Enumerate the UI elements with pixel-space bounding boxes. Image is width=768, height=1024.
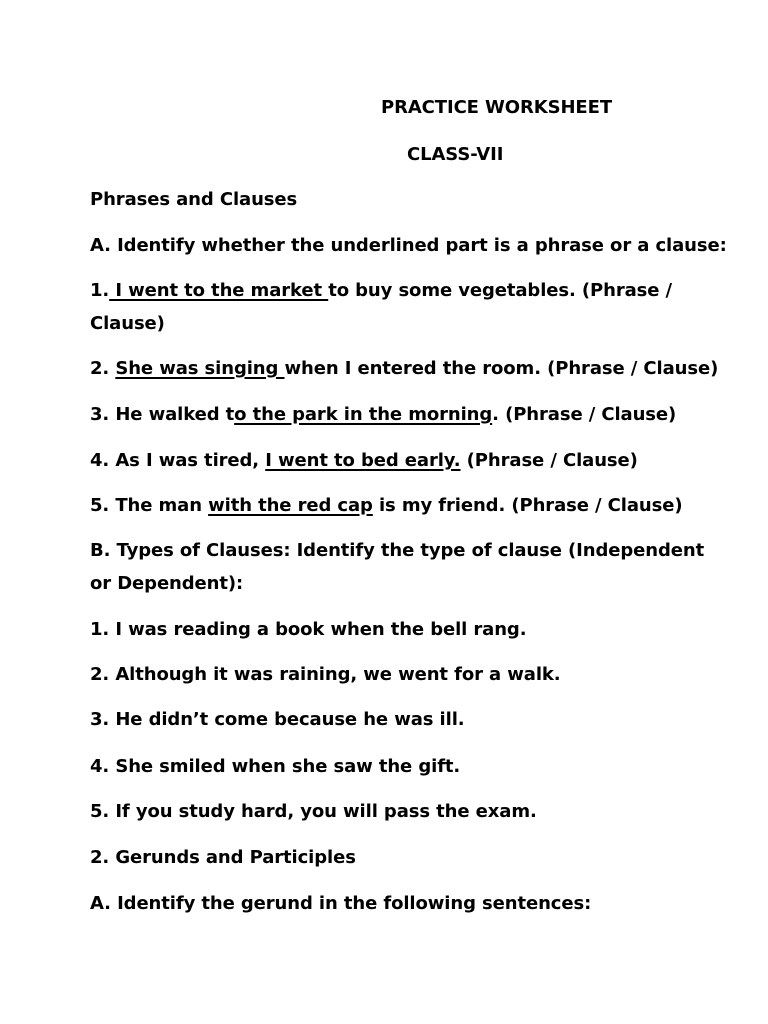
section-heading: 2. Gerunds and Participles: [90, 847, 356, 868]
question-text: . (Phrase / Clause): [492, 404, 677, 425]
question-text: when I entered the room. (Phrase / Clause): [284, 358, 719, 379]
clause-item: 3. He didn’t come because he was ill.: [90, 709, 465, 730]
question-text: 5. The man: [90, 495, 209, 516]
clause-item: 1. I was reading a book when the bell rang.: [90, 619, 527, 640]
underlined-text: with the red cap: [208, 495, 373, 516]
page-subtitle: CLASS-VII: [407, 144, 504, 165]
question-text-continued: Clause): [90, 313, 165, 334]
page-title: PRACTICE WORKSHEET: [381, 97, 613, 118]
question-text: 3. He walked t: [90, 404, 235, 425]
instruction-b: B. Types of Clauses: Identify the type of clause (Independent: [90, 540, 705, 561]
clause-item: 5. If you study hard, you will pass the exam.: [90, 801, 537, 822]
underlined-text: I went to bed early.: [265, 450, 461, 471]
clause-item: 2. Although it was raining, we went for a walk.: [90, 664, 561, 685]
question-item: [90, 490, 682, 522]
underlined-text: I went to the market: [109, 280, 329, 301]
section-heading: Phrases and Clauses: [90, 189, 298, 210]
question-text: to buy some vegetables. (Phrase /: [328, 280, 673, 301]
question-item: [90, 445, 638, 477]
question-text: 4. As I was tired,: [90, 450, 266, 471]
question-number: 2.: [90, 358, 116, 379]
instruction-b-continued: or Dependent):: [90, 573, 244, 594]
question-item: [90, 353, 718, 385]
question-number: 1.: [90, 280, 110, 301]
underlined-text: She was singing: [115, 358, 285, 379]
clause-item: 4. She smiled when she saw the gift.: [90, 756, 461, 777]
question-text: is my friend. (Phrase / Clause): [372, 495, 683, 516]
instruction-a: A. Identify whether the underlined part is a phrase or a clause:: [90, 235, 727, 256]
question-item: [90, 399, 676, 431]
question-item: [90, 275, 672, 307]
question-text: (Phrase / Clause): [460, 450, 638, 471]
instruction-gerund: A. Identify the gerund in the following sentences:: [90, 893, 592, 914]
underlined-text: o the park in the morning: [234, 404, 493, 425]
